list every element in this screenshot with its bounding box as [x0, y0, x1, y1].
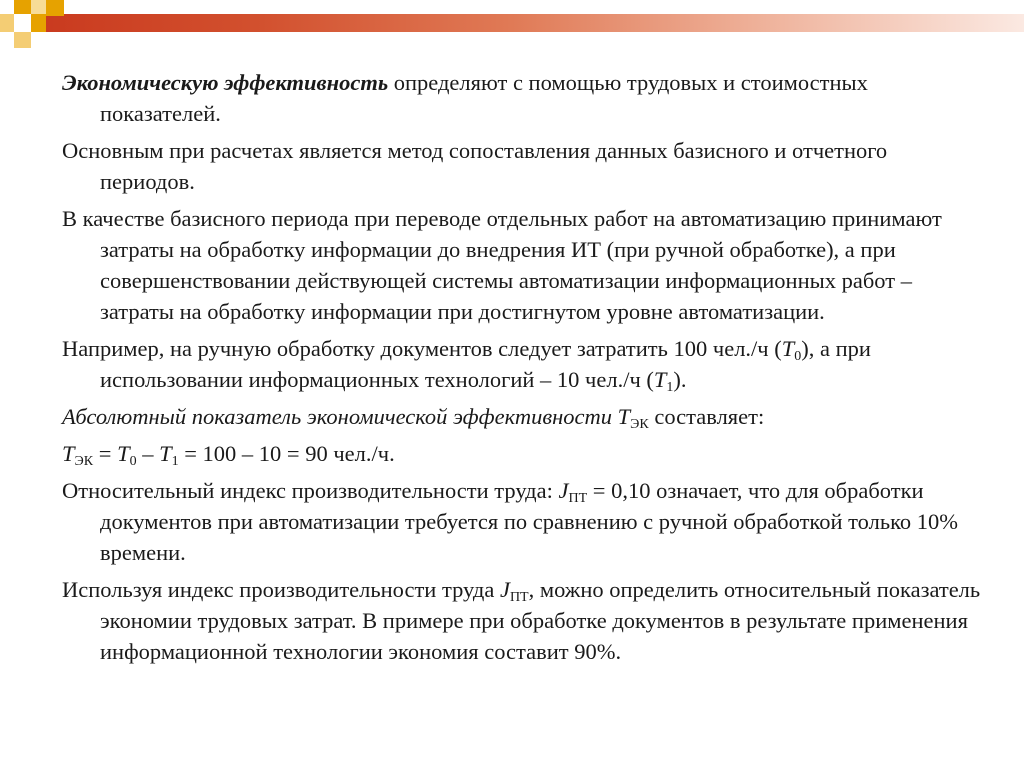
paragraph-text: ).	[673, 367, 687, 392]
paragraph-economic-efficiency	[62, 67, 987, 129]
paragraph-text: Например, на ручную обработку документов следует затратить 100 чел./ч (	[62, 336, 782, 361]
decor-square	[31, 14, 46, 32]
symbol-j: J	[558, 478, 569, 503]
symbol-t: Т	[781, 336, 795, 361]
decor-square	[14, 32, 31, 48]
subscript: 0	[794, 349, 802, 364]
paragraph-text: составляет:	[648, 404, 765, 429]
subscript: ПТ	[509, 590, 529, 605]
paragraph-comparison-method	[62, 135, 987, 197]
subscript: 1	[666, 380, 674, 395]
decor-square	[31, 32, 46, 48]
paragraph-text: Используя индекс производительности труда	[62, 577, 500, 602]
paragraph-text: , можно определить относительный показатель экономии трудовых затрат. В примере при обработке документов в результате применения информационной технологии экономия составит 90%.	[100, 577, 981, 664]
paragraph-text: Основным при расчетах является метод сопоставления данных базисного и отчетного периодов.	[62, 138, 888, 194]
symbol-t: Т	[159, 441, 172, 466]
slide-body	[62, 67, 987, 673]
subscript: ЭК	[74, 454, 94, 469]
decor-square	[46, 0, 64, 16]
subscript: 0	[129, 454, 137, 469]
symbol-t: Т	[117, 441, 130, 466]
symbol-t: Т	[617, 404, 631, 429]
decor-square	[14, 14, 31, 32]
paragraph-relative-index	[62, 475, 987, 568]
paragraph-text: ), а при использовании информационных технологий – 10 чел./ч (	[100, 336, 871, 392]
absolute-indicator-phrase: Абсолютный показатель экономической эффективности	[62, 404, 618, 429]
formula-operator: –	[136, 441, 160, 466]
symbol-t: Т	[62, 441, 75, 466]
symbol-j: J	[499, 577, 510, 602]
subscript: ЭК	[630, 417, 649, 432]
formula-operator: =	[93, 441, 118, 466]
paragraph-absolute-indicator	[62, 401, 987, 432]
subscript: 1	[171, 454, 179, 469]
decor-square	[31, 0, 46, 14]
paragraph-text: В качестве базисного периода при переводе отдельных работ на автоматизацию принимают затраты на обработку информации до внедрения ИТ (при ручной обработке), а при совершенствовании действующей системы автоматизации информационных работ – затраты на обработку информации при достигнутом уровне автоматизации.	[62, 206, 942, 324]
paragraph-example	[62, 333, 987, 395]
paragraph-text: Относительный индекс производительности труда:	[62, 478, 559, 503]
term-economic-efficiency: Экономическую эффективность	[62, 70, 389, 95]
subscript: ПТ	[568, 491, 588, 506]
paragraph-text: определяют с помощью трудовых и стоимостных показателей.	[100, 70, 868, 126]
decor-square	[0, 14, 14, 32]
symbol-t: Т	[653, 367, 667, 392]
paragraph-text: = 0,10 означает, что для обработки документов при автоматизации требуется по сравнению с ручной обработкой только 10% времени.	[100, 478, 959, 565]
formula-t-ek	[62, 438, 987, 469]
paragraph-labor-savings	[62, 574, 987, 667]
header-gradient-bar	[0, 14, 1024, 32]
formula-result: = 100 – 10 = 90 чел./ч.	[178, 441, 395, 466]
paragraph-base-period	[62, 203, 987, 327]
decor-square	[14, 0, 31, 14]
